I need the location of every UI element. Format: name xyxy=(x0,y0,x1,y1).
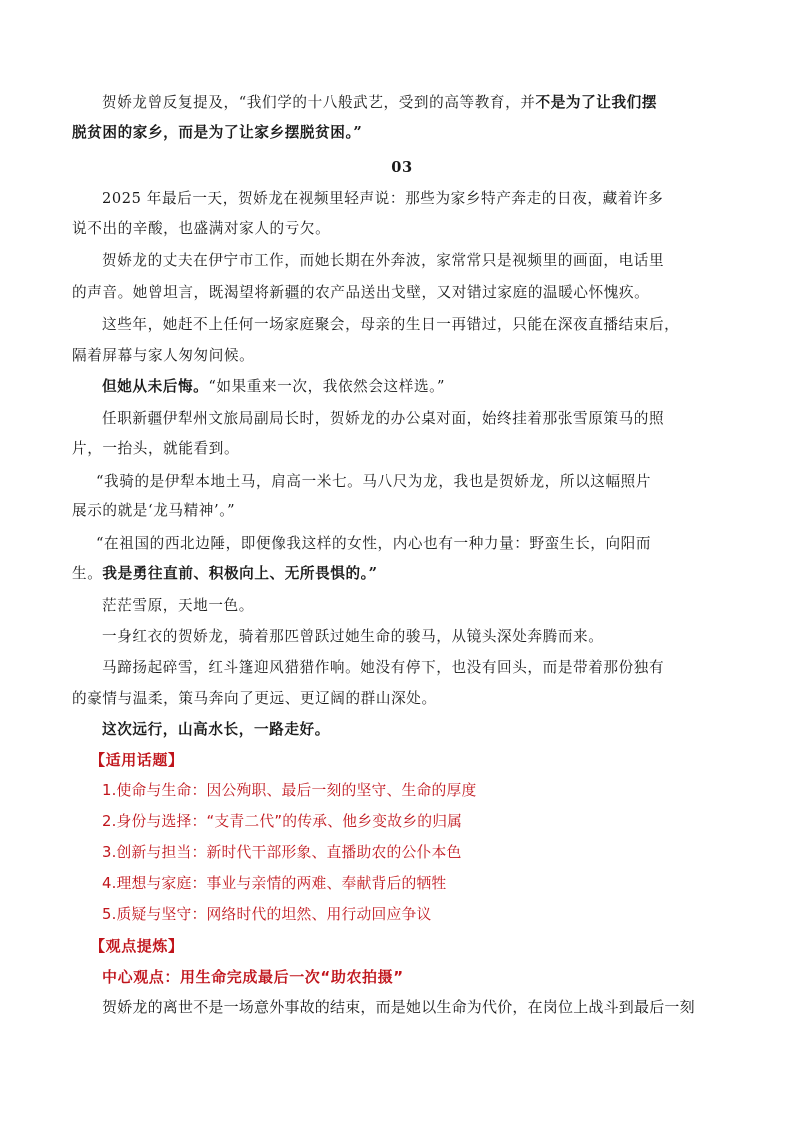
section-number: 03 xyxy=(391,159,413,176)
paragraph-husband-line1: 贺娇龙的丈夫在伊宁市工作，而她长期在外奔波，家常常只是视频里的画面，电话里 xyxy=(102,252,665,269)
paragraph-frontier-line1: “在祖国的西北边陲，即便像我这样的女性，内心也有一种力量：野蛮生长，向阳而 xyxy=(96,535,652,552)
paragraph-farewell: 这次远行，山高水长，一路走好。 xyxy=(102,721,330,738)
no-regret-emphasis: 但她从未后悔。 xyxy=(102,378,209,395)
quote-text: 贺娇龙曾反复提及，“我们学的十八般武艺，受到的高等教育，并 xyxy=(102,94,536,111)
paragraph-horse-line1: “我骑的是伊犁本地土马，肩高一米七。马八尺为龙，我也是贺娇龙，所以这幅照片 xyxy=(96,473,652,490)
paragraph-hooves-line1: 马蹄扬起碎雪，红斗篷迎风猎猎作响。她没有停下，也没有回头，而是带着那份独有 xyxy=(102,659,665,676)
paragraph-quote-line2: 脱贫困的家乡，而是为了让家乡摆脱贫困。” xyxy=(72,124,363,141)
viewpoints-heading: 【观点提炼】 xyxy=(90,937,184,955)
paragraph-horse-line2: 展示的就是‘龙马精神’。” xyxy=(72,502,236,519)
paragraph-years-line2: 隔着屏幕与家人匆匆问候。 xyxy=(72,347,255,364)
frontier-emphasis: 我是勇往直前、积极向上、无所畏惧的。” xyxy=(102,565,378,582)
topic-item-1: 1.使命与生命：因公殉职、最后一刻的坚守、生命的厚度 xyxy=(102,782,477,799)
quote-emphasis: 不是为了让我们摆 xyxy=(535,94,658,111)
topics-heading: 【适用话题】 xyxy=(90,751,184,769)
paragraph-no-regret xyxy=(72,376,732,398)
topic-item-4: 4.理想与家庭：事业与亲情的两难、奉献背后的牺牲 xyxy=(102,875,447,892)
paragraph-last-day-line1: 2025 年最后一天，贺娇龙在视频里轻声说：那些为家乡特产奔走的日夜，藏着许多 xyxy=(102,190,664,207)
viewpoint-body-line1: 贺娇龙的离世不是一场意外事故的结束，而是她以生命为代价，在岗位上战斗到最后一刻 xyxy=(102,998,695,1016)
paragraph-red-coat: 一身红衣的贺娇龙，骑着那匹曾跃过她生命的骏马，从镜头深处奔腾而来。 xyxy=(102,628,604,645)
frontier-text: 生。 xyxy=(72,565,103,582)
paragraph-hooves-line2: 的豪情与温柔，策马奔向了更远、更辽阔的群山深处。 xyxy=(72,690,437,707)
paragraph-husband-line2: 的声音。她曾坦言，既渴望将新疆的农产品送出戈壁，又对错过家庭的温暖心怀愧疚。 xyxy=(72,284,650,301)
paragraph-frontier-line2 xyxy=(72,563,732,585)
paragraph-last-day-line2: 说不出的辛酸，也盛满对家人的亏欠。 xyxy=(72,220,331,237)
paragraph-snowfield: 茫茫雪原，天地一色。 xyxy=(102,597,254,614)
topic-item-5: 5.质疑与坚守：网络时代的坦然、用行动回应争议 xyxy=(102,906,432,923)
topic-item-2: 2.身份与选择：“支青二代”的传承、他乡变故乡的归属 xyxy=(102,813,463,830)
central-viewpoint: 中心观点：用生命完成最后一次“助农拍摄” xyxy=(102,968,404,986)
no-regret-quote: “如果重来一次，我依然会这样选。” xyxy=(208,378,446,395)
paragraph-years-line1: 这些年，她赶不上任何一场家庭聚会，母亲的生日一再错过，只能在深夜直播结束后， xyxy=(102,316,680,333)
paragraph-quote-line1 xyxy=(72,92,732,114)
paragraph-office-line2: 片，一抬头，就能看到。 xyxy=(72,440,240,457)
topic-item-3: 3.创新与担当：新时代干部形象、直播助农的公仆本色 xyxy=(102,844,462,861)
paragraph-office-line1: 任职新疆伊犁州文旅局副局长时，贺娇龙的办公桌对面，始终挂着那张雪原策马的照 xyxy=(102,410,665,427)
